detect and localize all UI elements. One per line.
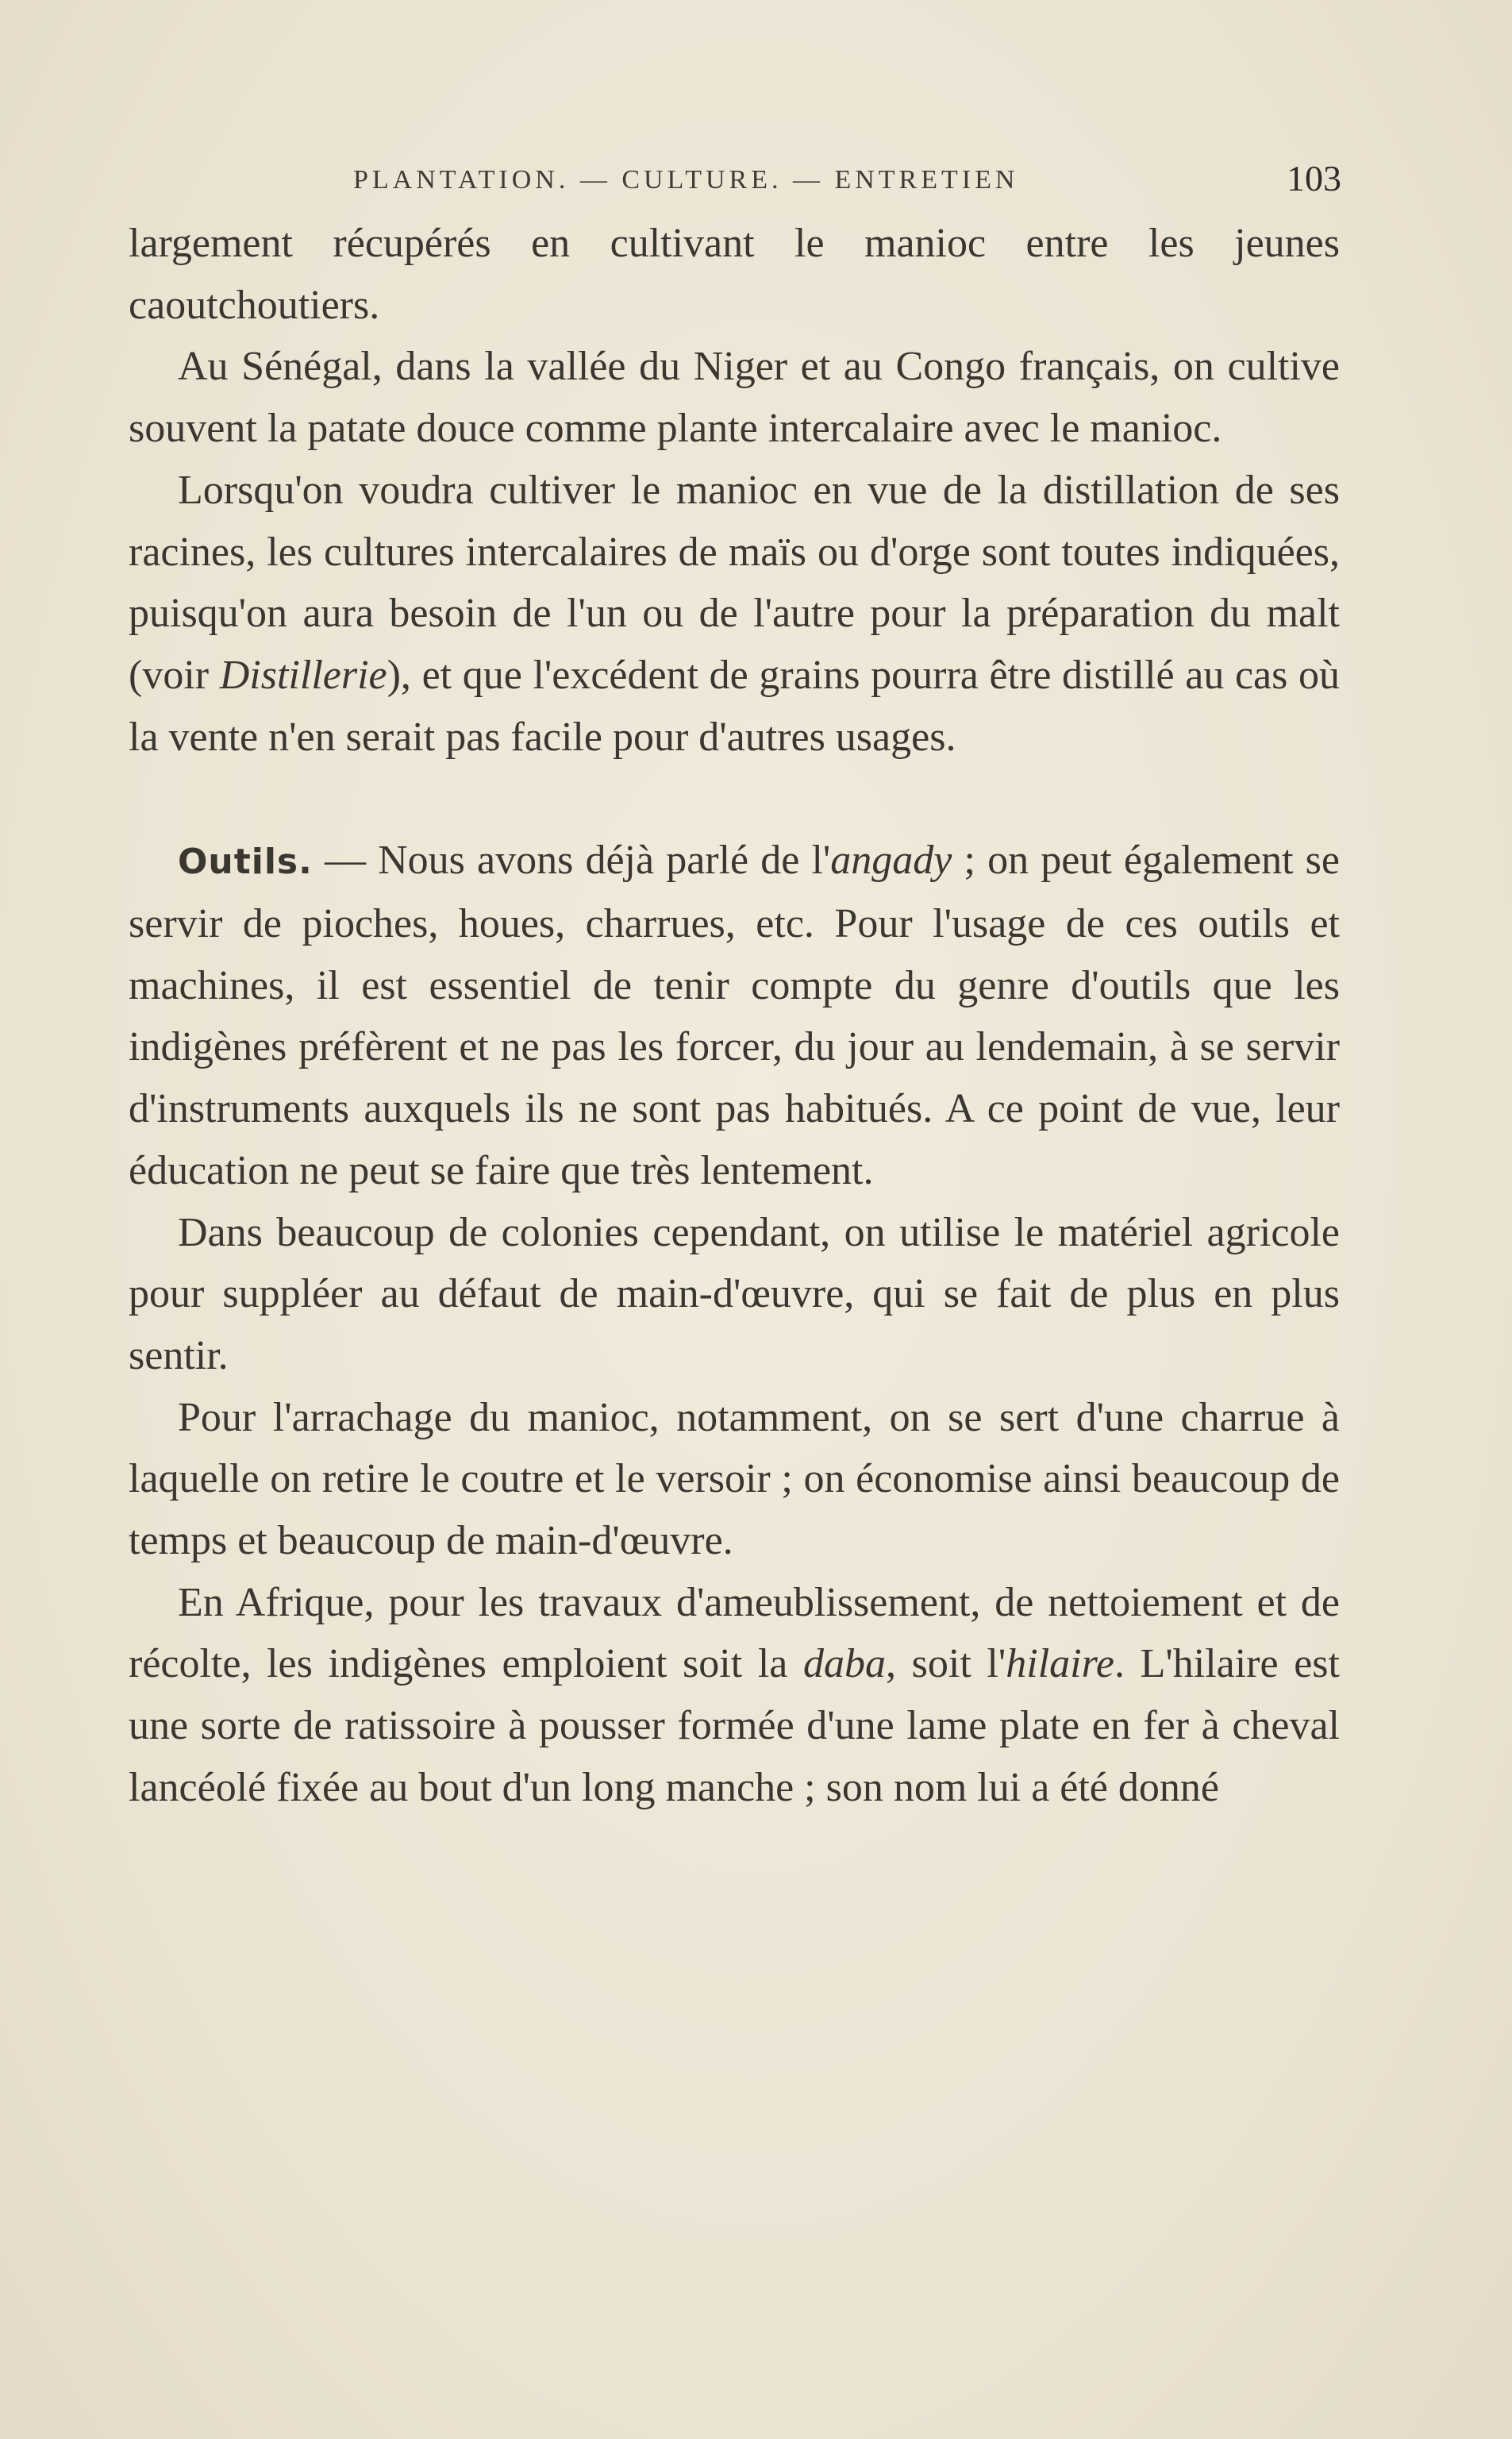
paragraph-6: Pour l'arrachage du manioc, notamment, on se sert d'une charrue à laquelle on retire le coutre et le versoir ; on économise ainsi beaucoup de temps et beaucoup de main-d'œuvre.	[129, 1394, 1340, 1564]
italic-hilaire: hilaire	[1006, 1641, 1114, 1687]
paragraph-1: largement récupérés en cultivant le manioc entre les jeunes caoutchoutiers.	[129, 221, 1340, 328]
body-text	[129, 213, 1340, 1819]
italic-daba: daba	[803, 1641, 886, 1687]
paragraph-3-text-a: Lorsqu'on voudra cultiver le manioc en vue de la distillation de ses racines, les cultures intercalaires de maïs ou d'orge sont toutes indiquées, puisqu'on aura besoin de l'un ou de l'autre pour la préparation du malt (voir	[129, 467, 1340, 698]
paragraph-outils	[129, 830, 1340, 1201]
paragraph-4-text-a: — Nous avons déjà parlé de l'	[312, 838, 831, 884]
italic-distillerie: Distillerie	[219, 652, 387, 698]
running-title: PLANTATION. — CULTURE. — ENTRETIEN	[353, 165, 1019, 195]
section-lead-outils: Outils.	[178, 842, 313, 883]
paragraph-7-text-a: En Afrique, pour les travaux d'ameublissement, de nettoiement et de récolte, les indigènes emploient soit la	[129, 1579, 1340, 1687]
page-number: 103	[1287, 158, 1341, 198]
paragraph-3	[129, 460, 1340, 769]
paragraph-7-text-b: , soit l'	[886, 1641, 1006, 1687]
paragraph-5: Dans beaucoup de colonies cependant, on utilise le matériel agricole pour suppléer au défaut de main-d'œuvre, qui se fait de plus en plus sentir.	[129, 1209, 1340, 1378]
paragraph-2: Au Sénégal, dans la vallée du Niger et au Congo français, on cultive souvent la patate douce comme plante intercalaire avec le manioc.	[129, 344, 1340, 452]
paragraph-7	[129, 1572, 1340, 1819]
paragraph-3-text-b: ), et que l'excédent de grains pourra être distillé au cas où la vente n'en serait pas facile pour d'autres usages.	[129, 652, 1340, 760]
page-header	[353, 157, 1341, 205]
italic-angady: angady	[830, 838, 952, 884]
paragraph-4-text-b: ; on peut également se servir de pioches, houes, charrues, etc. Pour l'usage de ces outils et machines, il est essentiel de tenir compte du genre d'outils que les indigènes préfèrent et ne pas les forcer, du jour au lendemain, à se servir d'instruments auxquels ils ne sont pas habitués. A ce point de vue, leur éducation ne peut se faire que très lentement.	[129, 838, 1340, 1193]
paragraph-7-text-c: . L'hilaire est une sorte de ratissoire à pousser formée d'une lame plate en fer à cheval lancéolé fixée au bout d'un long manche ; son nom lui a été donné	[129, 1641, 1340, 1810]
